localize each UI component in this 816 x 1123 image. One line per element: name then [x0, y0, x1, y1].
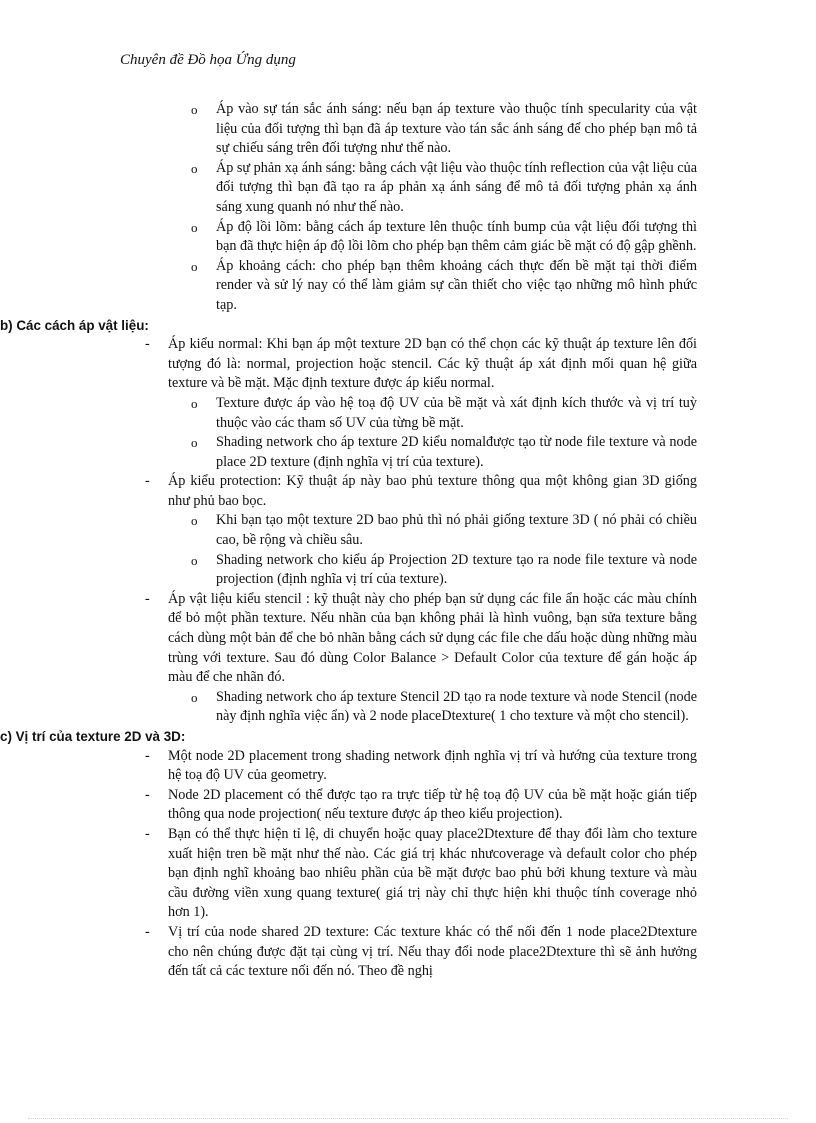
list-item	[145, 590, 697, 688]
circle-bullet-icon: o	[191, 435, 198, 451]
list-item-text: Node 2D placement có thể được tạo ra trực tiếp từ hệ toạ độ UV của bề mặt hoặc gián tiếp thông qua node projection( nếu texture được áp theo kiểu projection).	[168, 786, 697, 823]
list-item-text: Áp kiểu protection: Kỹ thuật áp này bao phủ texture thông qua một không gian 3D giống như phủ bao bọc.	[168, 473, 697, 509]
document-body	[0, 100, 816, 982]
dash-bullet-icon: -	[145, 786, 150, 803]
circle-bullet-icon: o	[191, 160, 198, 176]
list-item	[193, 551, 697, 590]
dash-bullet-icon: -	[145, 590, 150, 607]
list-item	[145, 825, 697, 923]
list-item	[193, 688, 697, 727]
list-item	[193, 394, 697, 433]
list-item-text: Áp kiểu normal: Khi bạn áp một texture 2D bạn có thể chọn các kỹ thuật áp texture lên đối tượng đó là: normal, projection hoặc stencil. Các kỹ thuật áp xát định mối quan hệ giữa texture và bề mặt. Mặc định texture được áp kiểu normal.	[168, 336, 697, 392]
list-item-text: Áp vào sự tán sắc ánh sáng: nếu bạn áp texture vào thuộc tính specularity của vật liệu của đối tượng thì bạn đã áp texture vào tán sắc ánh sáng để cho phép bạn mô tả sự chiếu sáng trên đối tượng như thế nào.	[216, 101, 697, 157]
list-item	[145, 472, 697, 511]
list-item-text: Shading network cho áp texture 2D kiểu nomalđược tạo từ node file texture và node place 2D texture (định nghĩa vị trí của texture).	[216, 434, 697, 470]
list-item-text: Shading network cho áp texture Stencil 2D tạo ra node texture và node Stencil (node này định nghĩa việc ẩn) và 2 node placeDtexture( 1 cho texture và một cho stencil).	[216, 688, 697, 725]
list-item-text: Áp khoảng cách: cho phép bạn thêm khoảng cách thực đến bề mặt tại thời điểm render và sử lý nay có thể làm giảm sự cần thiết cho việc tạo những mô hình phức tạp.	[216, 257, 697, 313]
section-heading: c) Vị trí của texture 2D và 3D:	[0, 729, 186, 744]
list-item	[145, 335, 697, 394]
list-item	[145, 786, 697, 825]
dash-bullet-icon: -	[145, 825, 150, 842]
circle-bullet-icon: o	[191, 258, 198, 274]
list-item-text: Shading network cho kiểu áp Projection 2D texture tạo ra node file texture và node projection (định nghĩa vị trí của texture).	[216, 551, 697, 588]
list-item-text: Một node 2D placement trong shading network định nghĩa vị trí và hướng của texture trong hệ toạ độ UV của geometry.	[168, 747, 697, 784]
page-header: Chuyên đề Đồ họa Ứng dụng	[120, 52, 296, 68]
list-item	[193, 218, 697, 257]
dash-bullet-icon: -	[145, 336, 150, 353]
circle-bullet-icon: o	[191, 552, 198, 568]
circle-bullet-icon: o	[191, 102, 198, 117]
page-bottom-divider	[28, 1118, 788, 1119]
list-item	[145, 747, 697, 786]
list-item-text: Texture được áp vào hệ toạ độ UV của bề mặt và xát định kích thước và vị trí tuỳ thuộc vào các tham số UV của từng bề mặt.	[216, 394, 697, 431]
circle-bullet-icon: o	[191, 689, 198, 705]
dash-bullet-icon: -	[145, 473, 150, 490]
dash-bullet-icon: -	[145, 923, 150, 940]
circle-bullet-icon: o	[191, 219, 198, 235]
list-item-text: Áp sự phản xạ ánh sáng: bằng cách vật liệu vào thuộc tính reflection của vật liệu của đối tượng thì bạn đã tạo ra áp phản xạ ánh sáng để mô tả đối tượng phản xạ ánh sáng xung quanh nó như thế nào.	[216, 159, 697, 215]
list-item	[193, 433, 697, 472]
circle-bullet-icon: o	[191, 395, 198, 411]
list-item	[193, 100, 697, 159]
list-item	[193, 511, 697, 550]
list-item-text: Khi bạn tạo một texture 2D bao phủ thì nó phải giống texture 3D ( nó phải có chiều cao, bề rộng và chiều sâu.	[216, 512, 697, 549]
list-item-text: Bạn có thể thực hiện tỉ lệ, di chuyển hoặc quay place2Dtexture để thay đổi làm cho texture xuất hiện tren bề mặt như thế nào. Các giá trị khác nhưcoverage và default color cho phép bạn định nghĩ khoảng bao nhiêu phần của bề mặt được bao phủ bởi khung texture và màu cầu đường viền xung quang texture( giá trị này chỉ thực hiện khi thuộc tính coverage nhỏ hơn 1).	[168, 825, 697, 921]
list-item-text: Vị trí của node shared 2D texture: Các texture khác có thể nối đến 1 node place2Dtexture cho nên chúng được đặt tại cùng vị trí. Nếu thay đổi node place2Dtexture thì sẽ ảnh hưởng đến tất cả các texture nối đến nó. Theo đề nghị	[168, 923, 697, 980]
list-item	[193, 159, 697, 218]
circle-bullet-icon: o	[191, 513, 198, 529]
list-item	[145, 923, 697, 982]
list-item	[193, 257, 697, 316]
section-heading: b) Các cách áp vật liệu:	[0, 317, 149, 333]
list-item-text: Áp độ lồi lõm: bằng cách áp texture lên thuộc tính bump của vật liệu đối tượng thì bạn đã thực hiện áp độ lồi lõm cho phép bạn thêm cảm giác bề mặt có độ gập ghềnh.	[216, 218, 697, 255]
list-item-text: Áp vật liệu kiểu stencil : kỹ thuật này cho phép bạn sử dụng các file ẩn hoặc các màu chính để bỏ một phần texture. Nếu nhãn của bạn không phải là hình vuông, bạn sửa texture bằng cách dùng một bản để che bỏ nhãn bằng cách sử dụng các file che dấu hoặc dùng những màu trùng với texture. Sau đó dùng Color Balance > Default Color của texture để gán hoặc áp màu để che nhãn đó.	[168, 590, 697, 686]
dash-bullet-icon: -	[145, 747, 150, 764]
